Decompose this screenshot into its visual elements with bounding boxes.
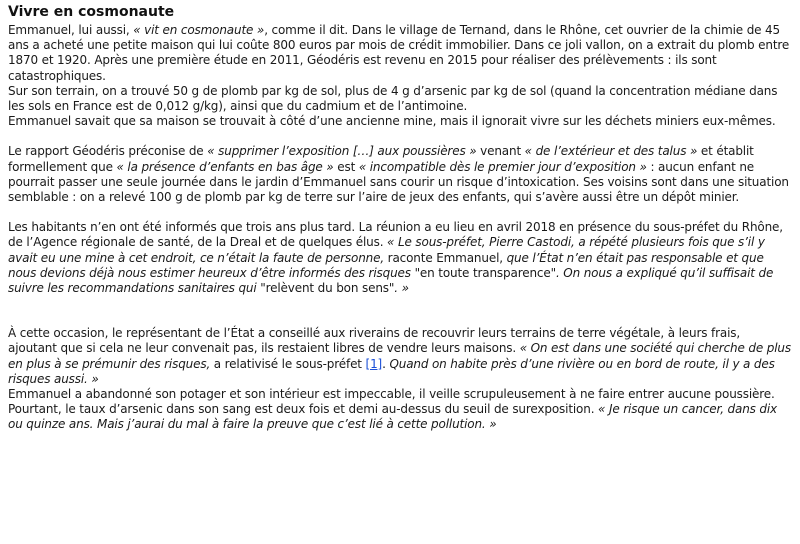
quote: « Je risque un cancer, dans dix ou quinze ans. Mais j’aurai du mal à faire la preuve que c’est lié à cette pollution. » [8,402,778,432]
quote: « supprimer l’exposition […] aux poussières » [207,144,477,159]
text: "relèvent du bon sens" [260,281,395,296]
text: Emmanuel, lui aussi, [8,23,134,37]
text: . [382,356,390,371]
text: Les habitants n’en ont été informés que trois ans plus tard. La réunion a eu lieu en avril 2018 en présence du sous-préfet du Rhône, de l’Agence régionale de santé, de la Dreal et de quelques élus. [8,220,783,250]
quote: « la présence d’enfants en bas âge » [116,159,334,174]
text: a relativisé le sous-préfet [210,356,366,371]
quote: Quand on habite près d’une rivière ou en bord de route, il y a des risques aussi. » [8,356,775,386]
quote: . » [394,281,409,296]
text: À cette occasion, le représentant de l’État a conseillé aux riverains de recouvrir leurs terrains de terre végétale, à leurs frais, ajoutant que si cela ne leur convenait pas, ils restaient libres de vendre leurs maisons. [8,326,741,356]
quote: « Le sous-préfet, Pierre Castodi, a répété plusieurs fois que s’il y avait eu une mine à cet endroit, ce n’était la faute de personne, [8,235,765,265]
text: , comme il dit. Dans le village de Ternand, dans le Rhône, cet ouvrier de la chimie de 45 ans a acheté une petite maison qui lui coûte 800 euros par mois de crédit immobilier. Dans ce joli vallon, on a extrait du plomb entre 1870 et 1920. Après une première étude en 2011, Géodéris est revenu en 2015 pour réaliser des prélèvements : ils sont catastrophiques. [8,23,790,83]
footnote-link[interactable]: [1] [365,356,383,371]
quote: « incompatible dès le premier jour d’exposition » [358,159,647,174]
text: et établit formellement que [8,144,754,174]
text: : aucun enfant ne pourrait passer une seule journée dans le jardin d’Emmanuel sans courir un risque d’intoxication. Ses voisins sont dans une situation semblable : on a relevé 100 g de plomb par kg de terre sur l’aire de jeux des enfants, qui s’avère aussi être un dépôt minier. [8,159,789,205]
text: Emmanuel savait que sa maison se trouvait à côté d’une ancienne mine, mais il ignorait vivre sur les déchets miniers eux-mêmes. [8,114,776,129]
quote: « de l’extérieur et des talus » [524,144,698,159]
quote: que l’État n’en était pas responsable et que nous devions déjà nous estimer heureux d’être informés des risques [8,250,764,280]
quote: . On nous a expliqué qu’il suffisait de suivre les recommandations sanitaires qui [8,265,774,296]
text: Emmanuel a abandonné son potager et son intérieur est impeccable, il veille scrupuleusement à ne faire entrer aucune poussière. Pourtant, le taux d’arsenic dans son sang est deux fois et demi au-dessus du seuil de surexposition. [8,387,775,417]
paragraph-3 [8,220,792,296]
paragraph-2 [8,144,792,205]
text: raconte Emmanuel, [384,250,507,265]
article-title: Vivre en cosmonaute [8,4,175,20]
text: Sur son terrain, on a trouvé 50 g de plomb par kg de sol, plus de 4 g d’arsenic par kg de sol (quand la concentration médiane dans les sols en France est de 0,012 g/kg), ainsi que du cadmium et de l’antimoine. [8,83,778,114]
text: Le rapport Géodéris préconise de [8,144,208,159]
paragraph-4 [8,326,792,432]
text: "en toute transparence" [414,265,556,280]
text: venant [476,144,525,159]
paragraph-1 [8,23,792,129]
text: est [333,159,359,174]
quote: « vit en cosmonaute » [133,23,265,37]
quote: « On est dans une société qui cherche de plus en plus à se prémunir des risques, [8,341,791,371]
